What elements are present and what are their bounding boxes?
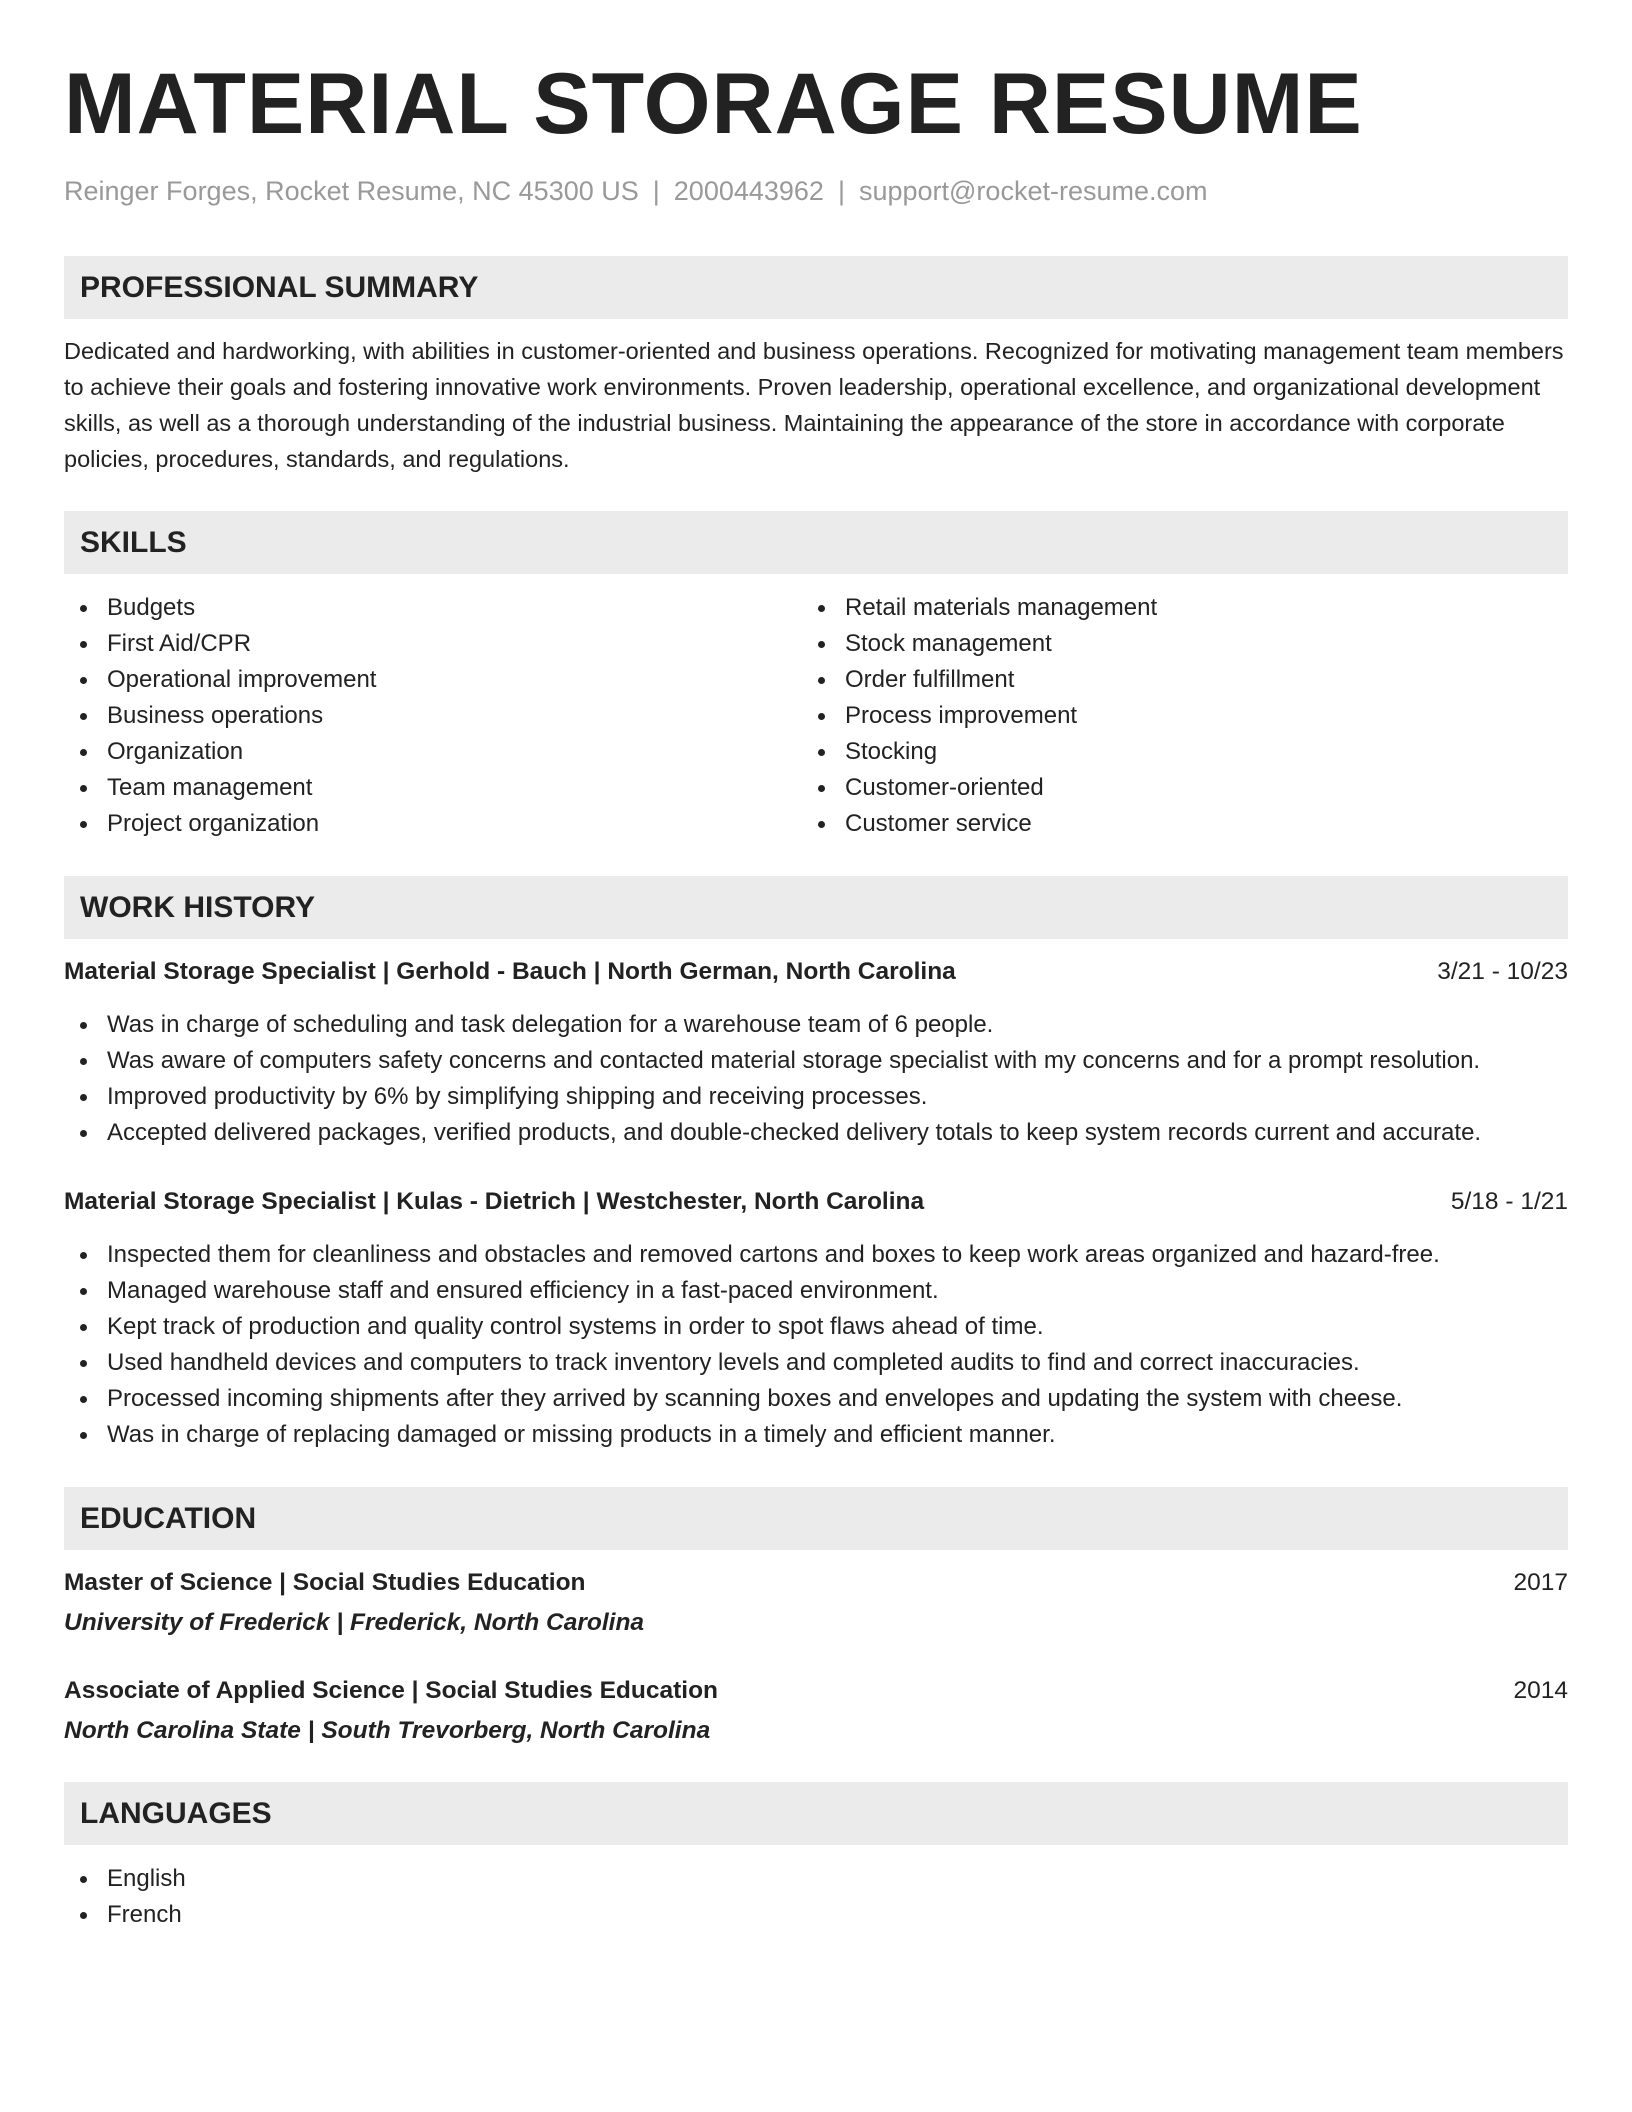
skills-section — [64, 511, 1568, 842]
job-duty: Kept track of production and quality control systems in order to spot flaws ahead of time. — [64, 1309, 1568, 1345]
skill-item: Organization — [64, 734, 802, 770]
job-duty: Improved productivity by 6% by simplifying shipping and receiving processes. — [64, 1079, 1568, 1115]
education-heading-row — [64, 1674, 1568, 1708]
languages-list — [64, 1861, 1568, 1933]
skills-list-left — [64, 590, 802, 842]
job-duty: Processed incoming shipments after they arrived by scanning boxes and envelopes and updating the system with cheese. — [64, 1381, 1568, 1417]
job-duty: Was in charge of scheduling and task delegation for a warehouse team of 6 people. — [64, 1007, 1568, 1043]
languages-section — [64, 1782, 1568, 1933]
education-year: 2014 — [1513, 1677, 1568, 1704]
resume-title: MATERIAL STORAGE RESUME — [64, 56, 1363, 152]
job-duty: Accepted delivered packages, verified products, and double-checked delivery totals to keep system records current and accurate. — [64, 1115, 1568, 1151]
language-item: French — [64, 1897, 1568, 1933]
education-degree: Master of Science | Social Studies Education — [64, 1569, 586, 1596]
education-entry — [64, 1674, 1568, 1748]
job-dates: 5/18 - 1/21 — [1450, 1188, 1568, 1215]
skill-item: Process improvement — [802, 698, 1540, 734]
skill-item: Business operations — [64, 698, 802, 734]
job-entry — [64, 955, 1568, 1151]
contact-address: Reinger Forges, Rocket Resume, NC 45300 US — [64, 176, 639, 206]
job-dates: 3/21 - 10/23 — [1437, 958, 1568, 985]
education-heading-row — [64, 1566, 1568, 1600]
skills-list-right — [802, 590, 1540, 842]
contact-email: support@rocket-resume.com — [858, 176, 1208, 206]
skill-item: Order fulfillment — [802, 662, 1540, 698]
contact-phone: 2000443962 — [673, 176, 824, 206]
education-section — [64, 1487, 1568, 1748]
education-entry — [64, 1566, 1568, 1640]
job-duty: Was aware of computers safety concerns and contacted material storage specialist with my concerns and for a prompt resolution. — [64, 1043, 1568, 1079]
work-header: WORK HISTORY — [64, 876, 1568, 939]
skill-item: First Aid/CPR — [64, 626, 802, 662]
contact-separator: | — [837, 176, 845, 206]
job-title: Material Storage Specialist | Gerhold - Bauch | North German, North Carolina — [64, 958, 956, 985]
skill-item: Budgets — [64, 590, 802, 626]
skill-item: Stock management — [802, 626, 1540, 662]
job-duty: Inspected them for cleanliness and obstacles and removed cartons and boxes to keep work areas organized and hazard-free. — [64, 1237, 1568, 1273]
skill-item: Customer service — [802, 806, 1540, 842]
job-duty: Was in charge of replacing damaged or missing products in a timely and efficient manner. — [64, 1417, 1568, 1453]
education-degree: Associate of Applied Science | Social Studies Education — [64, 1677, 718, 1704]
job-duties — [64, 1007, 1568, 1151]
education-school: University of Frederick | Frederick, North Carolina — [64, 1609, 645, 1636]
job-heading-row — [64, 955, 1568, 989]
language-item: English — [64, 1861, 1568, 1897]
skill-item: Project organization — [64, 806, 802, 842]
skill-item: Retail materials management — [802, 590, 1540, 626]
education-school: North Carolina State | South Trevorberg, North Carolina — [64, 1717, 711, 1744]
summary-text: Dedicated and hardworking, with abilities in customer-oriented and business operations. Recognized for motivating management team members to achieve their goals and fostering innovative work environments. Proven leadership, operational excellence, and organizational development skills, as well as a thorough understanding of the industrial business. Maintaining the appearance of the store in accordance with corporate policies, procedures, standards, and regulations. — [64, 338, 1564, 472]
job-entry — [64, 1185, 1568, 1453]
education-year: 2017 — [1513, 1569, 1568, 1596]
job-duty: Managed warehouse staff and ensured efficiency in a fast-paced environment. — [64, 1273, 1568, 1309]
contact-line — [64, 174, 1568, 208]
skill-item: Stocking — [802, 734, 1540, 770]
job-duties — [64, 1237, 1568, 1453]
skill-item: Team management — [64, 770, 802, 806]
job-title: Material Storage Specialist | Kulas - Dietrich | Westchester, North Carolina — [64, 1188, 925, 1215]
summary-header: PROFESSIONAL SUMMARY — [64, 256, 1568, 319]
education-header: EDUCATION — [64, 1487, 1568, 1550]
job-heading-row — [64, 1185, 1568, 1219]
work-section — [64, 876, 1568, 1453]
skills-columns — [64, 590, 1568, 842]
summary-section — [64, 256, 1568, 477]
job-duty: Used handheld devices and computers to track inventory levels and completed audits to find and correct inaccuracies. — [64, 1345, 1568, 1381]
contact-separator: | — [652, 176, 660, 206]
skills-header: SKILLS — [64, 511, 1568, 574]
languages-header: LANGUAGES — [64, 1782, 1568, 1845]
skill-item: Operational improvement — [64, 662, 802, 698]
skill-item: Customer-oriented — [802, 770, 1540, 806]
